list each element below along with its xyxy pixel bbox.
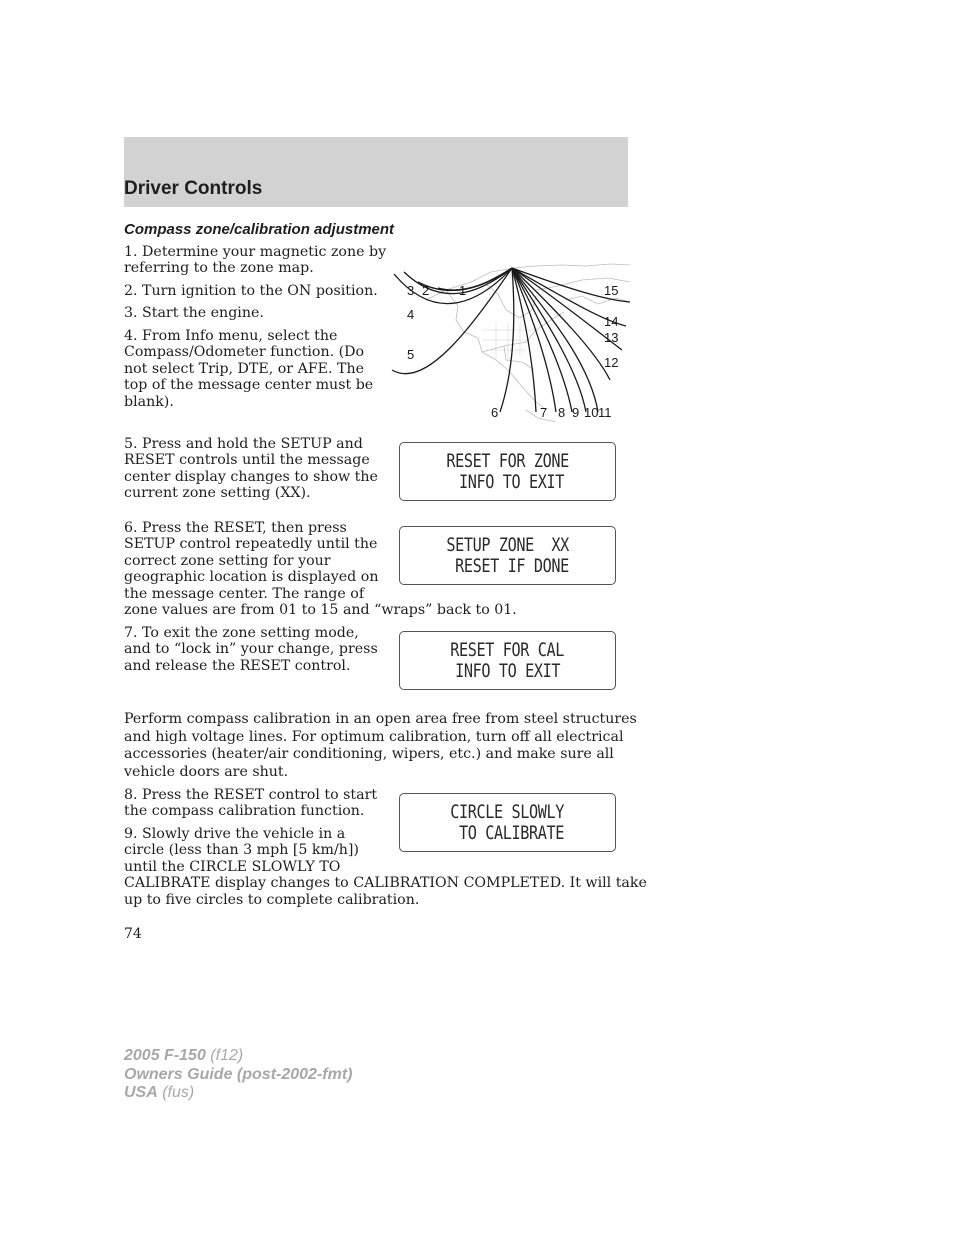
step-3: 3. Start the engine. [124,305,264,321]
step-8: 8. Press the RESET control to start the compass calibration function. [124,787,378,820]
zone-label-8: 8 [558,405,566,420]
zone-label-4: 4 [407,307,415,322]
footer-market: USA [124,1084,158,1101]
section-header-title: Driver Controls [124,178,263,199]
footer-model: 2005 F-150 [124,1047,206,1064]
footer-guide: Owners Guide (post-2002-fmt) [124,1065,353,1083]
zone-label-11: 11 [598,405,612,420]
step-9: 9. Slowly drive the vehicle in a circle (less than 3 mph [5 km/h]) until the CIRCLE SLOWLY TO CALIBRATE display changes to CALIBRATION COMPLETED. It will take up to five circles to complete calibration. [124,826,647,908]
step-6: 6. Press the RESET, then press SETUP control repeatedly until the correct zone setting for your geographic location is displayed on the message center. The range of zone values are from 01 to 15 and “wraps” back to 01. [124,520,517,619]
page-number: 74 [124,926,142,942]
message-center-display-reset-for-zone: RESET FOR ZONE INFO TO EXIT [399,442,616,501]
document-footer [124,1047,352,1103]
magnetic-zone-map [386,260,630,422]
zone-label-5: 5 [407,347,415,362]
zone-label-15: 15 [604,283,619,298]
message-center-display-circle-slowly: CIRCLE SLOWLY TO CALIBRATE [399,793,616,852]
step-2: 2. Turn ignition to the ON position. [124,283,378,299]
zone-label-9: 9 [572,405,580,420]
footer-market-code: (fus) [157,1084,195,1101]
step-1: 1. Determine your magnetic zone by referring to the zone map. [124,244,387,277]
subsection-title: Compass zone/calibration adjustment [124,221,395,238]
zone-label-6: 6 [491,405,499,420]
calibration-instructions: Perform compass calibration in an open area free from steel structures and high voltage lines. For optimum calibration, turn off all electrical accessories (heater/air conditioning, wipers, etc.) and make sure all vehicle doors are shut. [124,711,637,780]
footer-model-code: (f12) [205,1047,244,1064]
zone-label-2: 2 [422,283,430,298]
message-center-display-setup-zone: SETUP ZONE XX RESET IF DONE [399,526,616,585]
step-4: 4. From Info menu, select the Compass/Odometer function. (Do not select Trip, DTE, or AFE. The top of the message center must be blank). [124,328,374,410]
step-7: 7. To exit the zone setting mode, and to “lock in” your change, press and release the RESET control. [124,625,378,674]
zone-label-13: 13 [604,330,619,345]
zone-label-1: 1 [459,283,467,298]
zone-label-3: 3 [407,283,415,298]
zone-label-10: 10 [584,405,599,420]
zone-label-7: 7 [540,405,548,420]
step-5: 5. Press and hold the SETUP and RESET controls until the message center display changes to show the current zone setting (XX). [124,436,378,502]
zone-label-12: 12 [604,355,619,370]
zone-label-14: 14 [604,314,619,329]
message-center-display-reset-for-cal: RESET FOR CAL INFO TO EXIT [399,631,616,690]
